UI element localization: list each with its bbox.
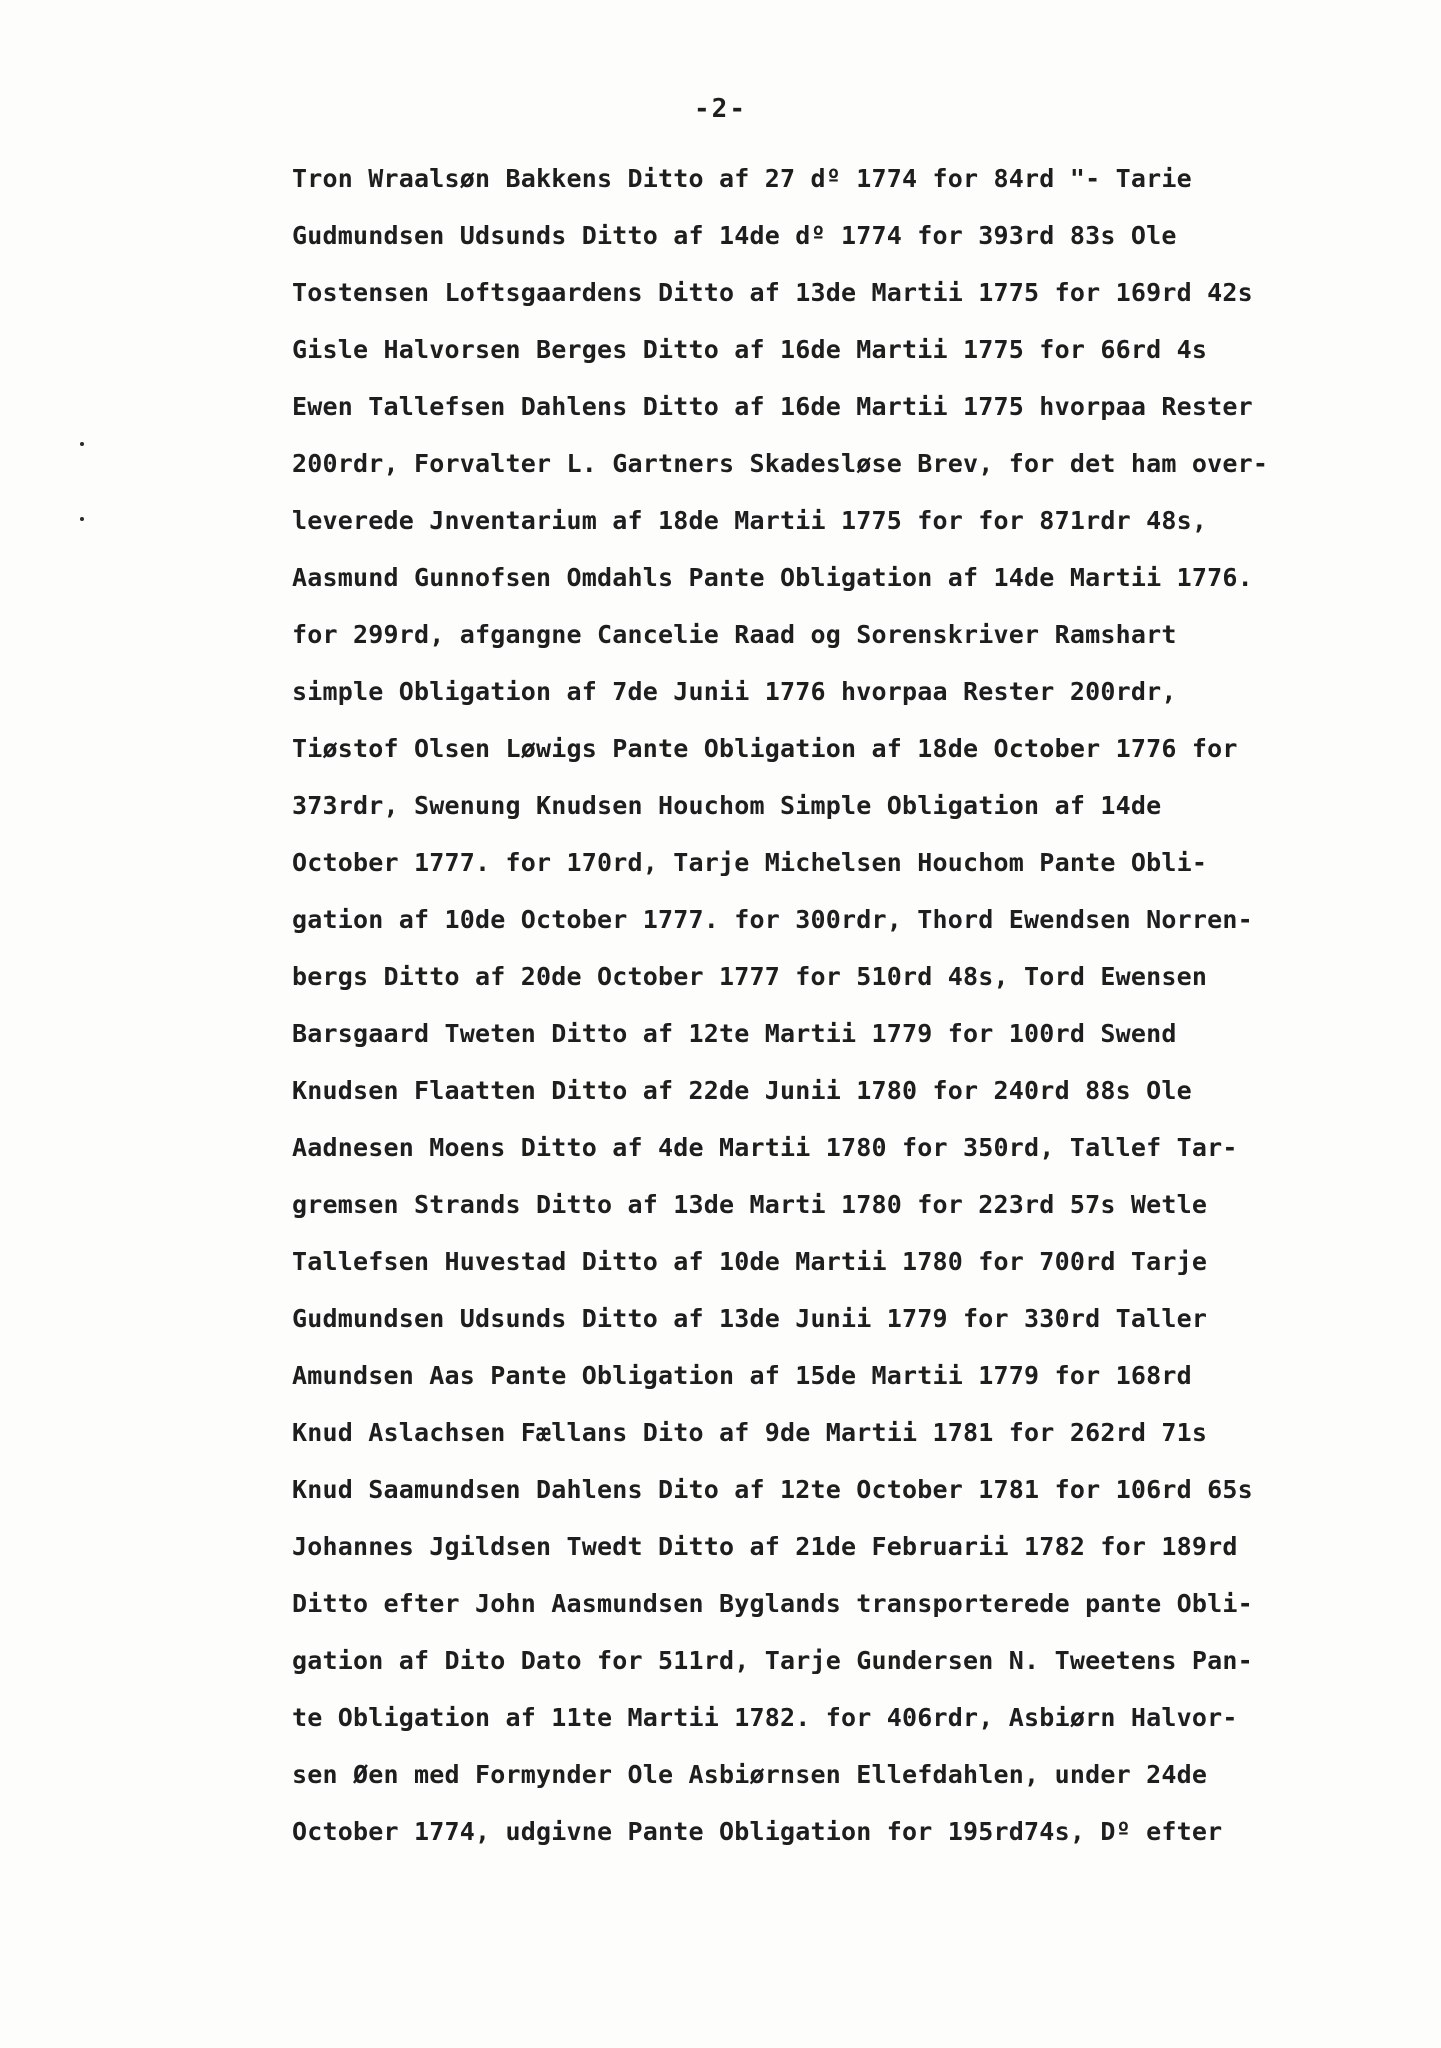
text-line: Aadnesen Moens Ditto af 4de Martii 1780 for 350rd, Tallef Tar- (292, 1133, 1238, 1162)
text-line: Gudmundsen Udsunds Ditto af 14de dº 1774 for 393rd 83s Ole (292, 221, 1177, 250)
text-line: 200rdr, Forvalter L. Gartners Skadesløse Brev, for det ham over- (292, 449, 1269, 478)
text-line: gation af Dito Dato for 511rd, Tarje Gundersen N. Tweetens Pan- (292, 1646, 1253, 1675)
text-line: Tallefsen Huvestad Ditto af 10de Martii 1780 for 700rd Tarje (292, 1247, 1208, 1276)
margin-mark (80, 442, 84, 446)
text-line: gremsen Strands Ditto af 13de Marti 1780 for 223rd 57s Wetle (292, 1190, 1208, 1219)
text-line: gation af 10de October 1777. for 300rdr, Thord Ewendsen Norren- (292, 905, 1253, 934)
text-line: Johannes Jgildsen Twedt Ditto af 21de Februarii 1782 for 189rd (292, 1532, 1238, 1561)
text-line: Tiøstof Olsen Løwigs Pante Obligation af 18de October 1776 for (292, 734, 1238, 763)
text-line: Aasmund Gunnofsen Omdahls Pante Obligation af 14de Martii 1776. (292, 563, 1253, 592)
text-line: Tostensen Loftsgaardens Ditto af 13de Martii 1775 for 169rd 42s (292, 278, 1253, 307)
text-line: October 1777. for 170rd, Tarje Michelsen Houchom Pante Obli- (292, 848, 1208, 877)
text-line: Barsgaard Tweten Ditto af 12te Martii 1779 for 100rd Swend (292, 1019, 1177, 1048)
text-line: Gudmundsen Udsunds Ditto af 13de Junii 1779 for 330rd Taller (292, 1304, 1208, 1333)
text-line: Ewen Tallefsen Dahlens Ditto af 16de Martii 1775 hvorpaa Rester (292, 392, 1253, 421)
margin-mark (80, 517, 84, 521)
text-line: Knud Aslachsen Fællans Dito af 9de Martii 1781 for 262rd 71s (292, 1418, 1208, 1447)
text-line: Tron Wraalsøn Bakkens Ditto af 27 dº 1774 for 84rd "- Tarie (292, 164, 1192, 193)
body-text (292, 150, 1402, 1860)
text-line: for 299rd, afgangne Cancelie Raad og Sorenskriver Ramshart (292, 620, 1177, 649)
text-line: 373rdr, Swenung Knudsen Houchom Simple Obligation af 14de (292, 791, 1162, 820)
text-line: Gisle Halvorsen Berges Ditto af 16de Martii 1775 for 66rd 4s (292, 335, 1208, 364)
text-line: Knud Saamundsen Dahlens Dito af 12te October 1781 for 106rd 65s (292, 1475, 1253, 1504)
page-number: -2- (694, 94, 747, 124)
text-line: Knudsen Flaatten Ditto af 22de Junii 1780 for 240rd 88s Ole (292, 1076, 1192, 1105)
text-line: sen Øen med Formynder Ole Asbiørnsen Ellefdahlen, under 24de (292, 1760, 1208, 1789)
text-line: simple Obligation af 7de Junii 1776 hvorpaa Rester 200rdr, (292, 677, 1177, 706)
text-line: bergs Ditto af 20de October 1777 for 510rd 48s, Tord Ewensen (292, 962, 1208, 991)
text-line: October 1774, udgivne Pante Obligation for 195rd74s, Dº efter (292, 1817, 1223, 1846)
text-line: Ditto efter John Aasmundsen Byglands transporterede pante Obli- (292, 1589, 1253, 1618)
text-line: te Obligation af 11te Martii 1782. for 406rdr, Asbiørn Halvor- (292, 1703, 1238, 1732)
text-line: leverede Jnventarium af 18de Martii 1775 for for 871rdr 48s, (292, 506, 1208, 535)
text-line: Amundsen Aas Pante Obligation af 15de Martii 1779 for 168rd (292, 1361, 1192, 1390)
